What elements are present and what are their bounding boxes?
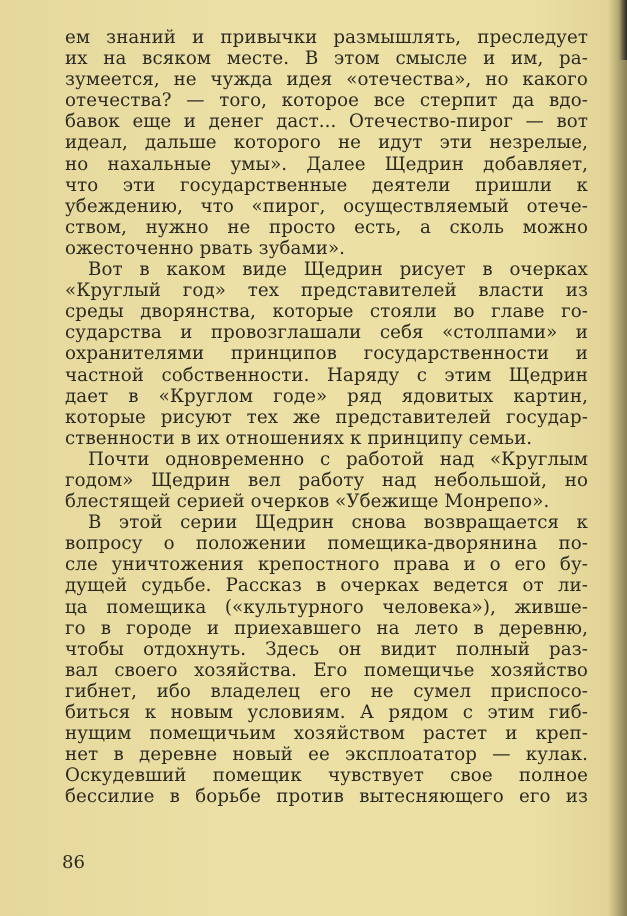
page-number: 86 xyxy=(62,852,85,873)
text-line: нет в деревне новый ее эксплоататор — кулак. xyxy=(65,744,588,766)
text-line: зумеется, не чужда идея «отечества», но какого xyxy=(65,69,588,91)
text-line: ожесточенно рвать зубами». xyxy=(65,237,346,259)
text-line: чтобы отдохнуть. Здесь он видит полный раз- xyxy=(65,638,588,660)
paragraph xyxy=(65,512,588,807)
text-line: «Круглый год» тех представителей власти из xyxy=(65,280,588,302)
text-line: вал своего хозяйства. Его помещичье хозяйство xyxy=(65,659,588,681)
book-binding-shadow xyxy=(619,0,627,60)
text-line: ем знаний и привычки размышлять, преследует xyxy=(65,27,588,48)
text-line: дает в «Круглом годе» ряд ядовитых картин, xyxy=(65,385,588,407)
text-line: убеждению, что «пирог, осуществляемый отече- xyxy=(65,195,588,217)
text-line: что эти государственные деятели пришли к xyxy=(65,174,588,196)
text-line: ством, нужно не просто есть, а сколь можно xyxy=(65,216,588,238)
paragraph xyxy=(65,449,588,512)
text-line: сударства и провозглашали себя «столпами» и xyxy=(65,322,588,344)
text-line: но нахальные умы». Далее Щедрин добавляет, xyxy=(65,153,588,175)
page-body-text xyxy=(65,27,588,807)
text-line: вопросу о положении помещика-дворянина по- xyxy=(65,533,588,555)
text-line: гибнет, ибо владелец его не сумел приспосо- xyxy=(65,680,588,702)
paragraph xyxy=(65,27,588,259)
text-line: частной собственности. Наряду с этим Щедрин xyxy=(65,364,588,386)
text-line: В этой серии Щедрин снова возвращается к xyxy=(88,512,588,534)
text-line: нущим помещичьим хозяйством растет и креп- xyxy=(65,723,588,745)
text-line: ца помещика («культурного человека»), живше- xyxy=(65,596,588,618)
text-line: биться к новым условиям. А рядом с этим гиб- xyxy=(65,702,588,723)
text-line: охранителями принципов государственности и xyxy=(65,343,588,365)
text-line: среды дворянства, которые стояли во главе го- xyxy=(65,301,588,323)
text-line: ственности в их отношениях к принципу семьи. xyxy=(65,427,533,449)
text-line: дущей судьбе. Рассказ в очерках ведется от ли- xyxy=(65,575,588,597)
text-line: блестящей серией очерков «Убежище Монрепо». xyxy=(65,491,550,513)
text-line: бессилие в борьбе против вытесняющего его из xyxy=(65,786,588,808)
text-line: годом» Щедрин вел работу над небольшой, но xyxy=(65,469,588,491)
text-line: го в городе и приехавшего на лето в деревню, xyxy=(65,617,588,639)
text-line: Оскудевший помещик чувствует свое полное xyxy=(65,765,588,787)
paragraph xyxy=(65,259,588,449)
text-line: отечества? — того, которое все стерпит да вдо- xyxy=(65,90,588,112)
text-line: которые рисуют тех же представителей государ- xyxy=(65,406,588,428)
text-line: Почти одновременно с работой над «Круглым xyxy=(88,448,588,470)
text-line: идеал, дальше которого не идут эти незрелые, xyxy=(65,132,588,154)
text-line: сле уничтожения крепостного права и о его бу- xyxy=(65,554,588,576)
text-line: бавок еще и денег даст... Отечество-пирог — вот xyxy=(65,111,588,133)
text-line: их на всяком месте. В этом смысле и им, ра- xyxy=(65,48,588,70)
text-line: Вот в каком виде Щедрин рисует в очерках xyxy=(88,259,588,281)
